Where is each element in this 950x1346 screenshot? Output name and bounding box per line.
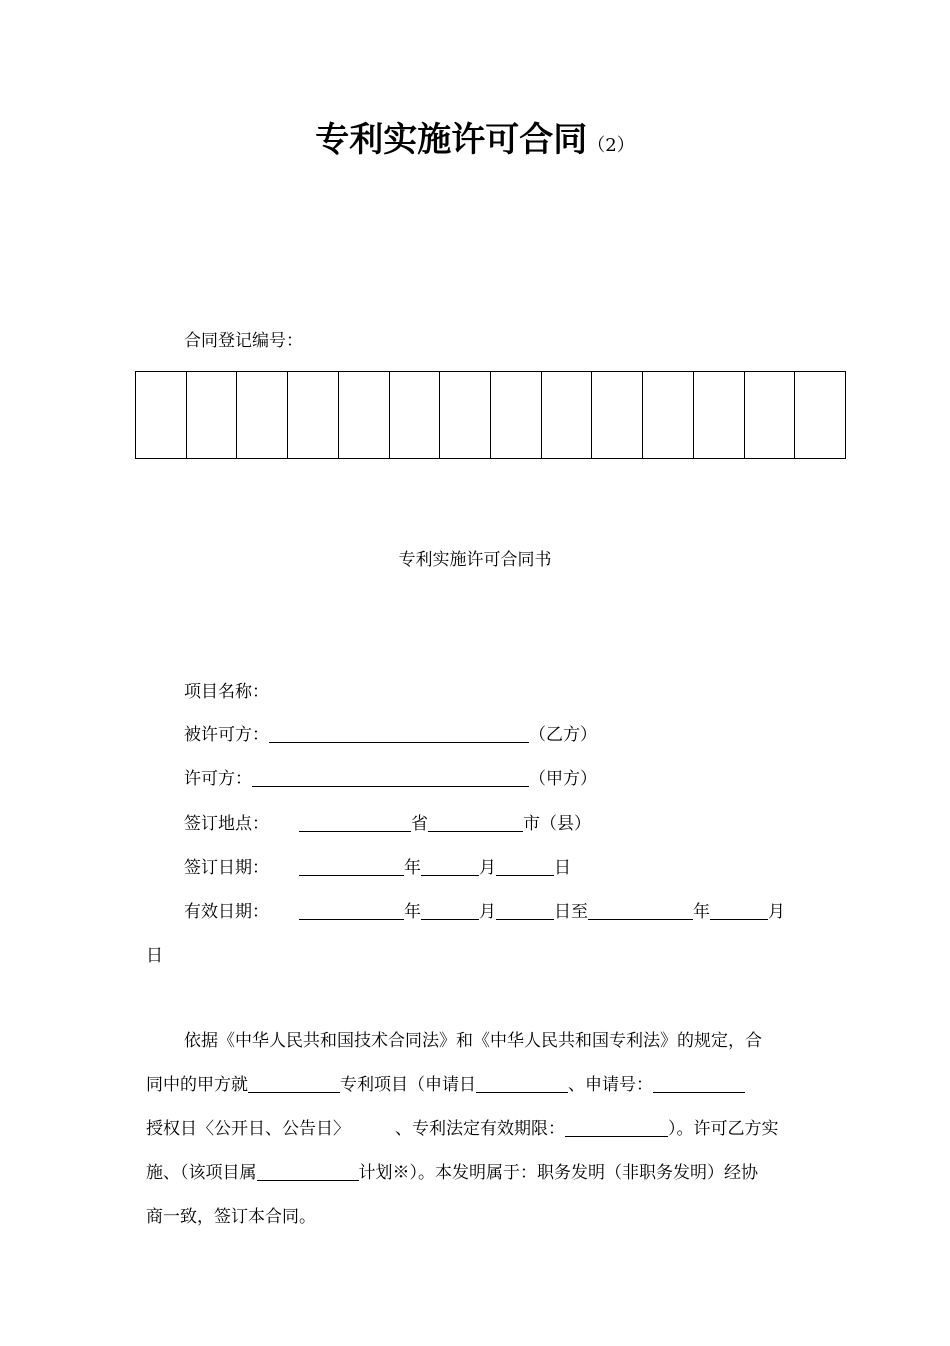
sign-year-blank[interactable] xyxy=(299,857,404,876)
city-county-text: 市（县） xyxy=(523,814,591,834)
registration-number-cell[interactable] xyxy=(136,372,187,458)
paragraph-line-2 xyxy=(146,1073,745,1097)
title-text: 专利实施许可合同 xyxy=(315,120,588,160)
sign-place-label: 签订地点： xyxy=(184,814,269,834)
document-subtitle: 专利实施许可合同书 xyxy=(398,550,552,570)
province-blank[interactable] xyxy=(299,813,411,832)
sign-day-blank[interactable] xyxy=(496,857,554,876)
city-blank[interactable] xyxy=(428,813,523,832)
licensor-role: （甲方） xyxy=(529,769,597,789)
licensee-role: （乙方） xyxy=(529,725,597,745)
paragraph-text: 同中的甲方就 xyxy=(146,1075,248,1095)
paragraph-text: 商一致，签订本合同。 xyxy=(146,1207,316,1227)
project-name-label: 项目名称： xyxy=(184,682,269,702)
year-text: 年 xyxy=(404,902,421,922)
sign-month-blank[interactable] xyxy=(421,857,479,876)
licensee-label: 被许可方： xyxy=(184,725,269,745)
valid-date-wrap xyxy=(146,944,163,968)
province-text: 省 xyxy=(411,814,428,834)
month-text: 月 xyxy=(479,902,496,922)
valid-date-line xyxy=(184,900,785,924)
day-text: 日 xyxy=(146,946,163,966)
registration-number-cell[interactable] xyxy=(643,372,694,458)
paragraph-text: 依据《中华人民共和国技术合同法》和《中华人民共和国专利法》的规定，合 xyxy=(184,1031,762,1051)
title-suffix: （2） xyxy=(587,135,635,156)
paragraph-line-1 xyxy=(184,1029,762,1053)
paragraph-text: 专利项目（申请日 xyxy=(340,1075,476,1095)
month-text: 月 xyxy=(768,902,785,922)
licensor-line xyxy=(184,767,597,791)
registration-number-grid xyxy=(135,371,846,459)
patent-project-blank[interactable] xyxy=(248,1074,340,1093)
sign-date-label: 签订日期： xyxy=(184,858,269,878)
day-text: 日 xyxy=(554,858,571,878)
registration-number-cell[interactable] xyxy=(339,372,390,458)
registration-number-cell[interactable] xyxy=(440,372,491,458)
paragraph-text: 施、（该项目属 xyxy=(146,1163,257,1183)
licensee-blank[interactable] xyxy=(269,724,529,743)
paragraph-text: 、申请号： xyxy=(568,1075,653,1095)
valid-to-month-blank[interactable] xyxy=(710,901,768,920)
valid-date-label: 有效日期： xyxy=(184,902,269,922)
paragraph-text: 计划※）。本发明属于：职务发明（非职务发明）经协 xyxy=(358,1163,758,1183)
day-to-text: 日至 xyxy=(554,902,588,922)
registration-number-cell[interactable] xyxy=(542,372,593,458)
paragraph-text: ）。许可乙方实 xyxy=(668,1119,779,1139)
year-text: 年 xyxy=(404,858,421,878)
paragraph-text: 、专利法定有效期限： xyxy=(395,1119,565,1139)
valid-from-day-blank[interactable] xyxy=(496,901,554,920)
paragraph-line-4 xyxy=(146,1161,758,1185)
licensor-label: 许可方： xyxy=(184,769,252,789)
document-title xyxy=(0,118,950,168)
application-number-blank[interactable] xyxy=(653,1074,745,1093)
registration-number-cell[interactable] xyxy=(390,372,441,458)
registration-number-cell[interactable] xyxy=(491,372,542,458)
paragraph-text: 授权日〈公开日、公告日〉 xyxy=(146,1119,350,1139)
plan-blank[interactable] xyxy=(257,1162,359,1181)
registration-number-cell[interactable] xyxy=(187,372,238,458)
validity-period-blank[interactable] xyxy=(565,1118,668,1137)
year-text: 年 xyxy=(693,902,710,922)
licensor-blank[interactable] xyxy=(252,768,529,787)
valid-from-month-blank[interactable] xyxy=(421,901,479,920)
paragraph-line-5 xyxy=(146,1205,316,1229)
registration-number-cell[interactable] xyxy=(237,372,288,458)
sign-place-line xyxy=(184,812,591,836)
registration-number-cell[interactable] xyxy=(592,372,643,458)
sign-date-line xyxy=(184,856,571,880)
paragraph-line-3 xyxy=(146,1117,779,1141)
valid-to-year-blank[interactable] xyxy=(588,901,693,920)
licensee-line xyxy=(184,723,597,747)
registration-number-cell[interactable] xyxy=(745,372,796,458)
registration-label: 合同登记编号： xyxy=(184,331,303,351)
application-date-blank[interactable] xyxy=(476,1074,568,1093)
registration-number-cell[interactable] xyxy=(288,372,339,458)
valid-from-year-blank[interactable] xyxy=(299,901,404,920)
month-text: 月 xyxy=(479,858,496,878)
project-name-line xyxy=(184,680,269,704)
registration-number-cell[interactable] xyxy=(694,372,745,458)
registration-number-cell[interactable] xyxy=(795,372,845,458)
